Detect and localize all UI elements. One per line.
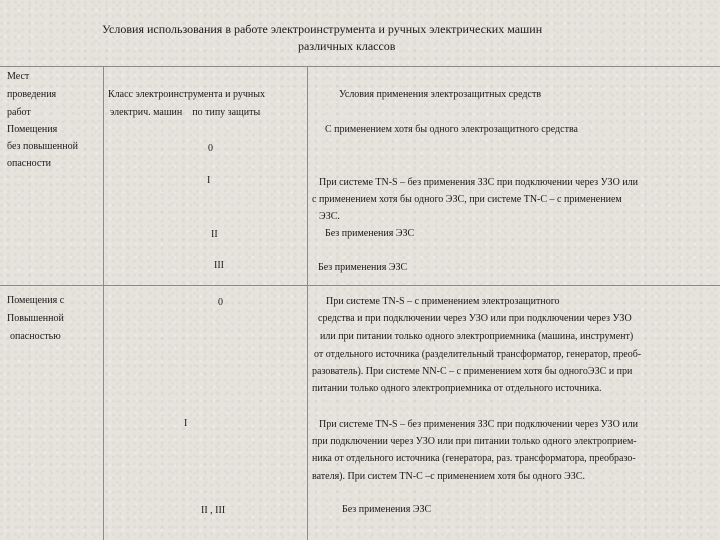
header-place-line-2: проведения xyxy=(7,89,57,100)
section-2-place-line-2: Повышенной xyxy=(7,313,64,324)
section-1-class-II: II xyxy=(211,229,218,240)
section-1-place-line-1: Помещения xyxy=(7,124,58,135)
header-conditions: Условия применения электрозащитных средств xyxy=(339,89,542,100)
page-title-line-2: различных классов xyxy=(298,39,396,53)
section-2-class-I-text-2: при подключении через УЗО или при питании только одного электроприем- xyxy=(312,436,637,447)
section-1-class-I-text-1: При системе TN-S – без применения ЗЗС при подключении через УЗО или xyxy=(319,177,638,188)
column-divider-2 xyxy=(307,66,308,540)
section-2-class-0-text-6: питании только одного электроприемника от отдельного источника. xyxy=(312,383,602,394)
section-2-class-II-III: II , III xyxy=(201,505,226,516)
section-2-class-I: I xyxy=(184,418,188,429)
header-place-line-1: Мест xyxy=(7,71,30,82)
section-2-class-II-III-text: Без применения ЭЗС xyxy=(342,504,432,515)
section-1-class-I-text-3: ЭЗС. xyxy=(319,211,340,222)
section-2-class-0: 0 xyxy=(218,297,223,308)
section-2-place-line-3: опасностью xyxy=(10,331,61,342)
section-2-place-line-1: Помещения с xyxy=(7,295,65,306)
section-1-place-line-3: опасности xyxy=(7,158,51,169)
section-1-class-III: III xyxy=(214,260,224,271)
section-1-intro: С применением хотя бы одного электрозащитного средства xyxy=(325,124,578,135)
section-2-class-I-text-4: вателя). При систем TN-C –с применением хотя бы одного ЭЗС. xyxy=(312,471,585,482)
section-2-class-I-text-3: ника от отдельного источника (генератора, раз. трансформатора, преобразо- xyxy=(312,453,636,464)
section-1-class-I: I xyxy=(207,175,211,186)
header-class-line-2: электрич. машин по типу защиты xyxy=(110,107,261,118)
section-1-place-line-2: без повышенной xyxy=(7,141,78,152)
section-1-class-0: 0 xyxy=(208,143,213,154)
section-divider-1 xyxy=(0,285,720,286)
section-2-class-0-text-2: средства и при подключении через УЗО или при подключении через УЗО xyxy=(318,313,632,324)
section-2-class-0-text-3: или при питании только одного электроприемника (машина, инструмент) xyxy=(320,331,634,342)
header-place-line-3: работ xyxy=(7,107,31,118)
table-top-border xyxy=(0,66,720,67)
page-title-line-1: Условия использования в работе электроинструмента и ручных электрических машин xyxy=(102,22,543,36)
section-2-class-0-text-1: При системе TN-S – с применением электрозащитного xyxy=(326,296,560,307)
section-2-class-0-text-5: разователь). При системе NN-C – с применением хотя бы одногоЭЗС и при xyxy=(312,366,633,377)
section-1-class-II-text: Без применения ЭЗС xyxy=(325,228,415,239)
header-class-line-1: Класс электроинструмента и ручных xyxy=(108,89,265,100)
section-1-class-III-text: Без применения ЭЗС xyxy=(318,262,408,273)
column-divider-1 xyxy=(103,66,104,540)
section-2-class-0-text-4: от отдельного источника (разделительный трансформатор, генератор, преоб- xyxy=(314,349,642,360)
section-2-class-I-text-1: При системе TN-S – без применения ЗЗС при подключении через УЗО или xyxy=(319,419,638,430)
section-1-class-I-text-2: с применением хотя бы одного ЭЗС, при системе TN-C – с применением xyxy=(312,194,622,205)
